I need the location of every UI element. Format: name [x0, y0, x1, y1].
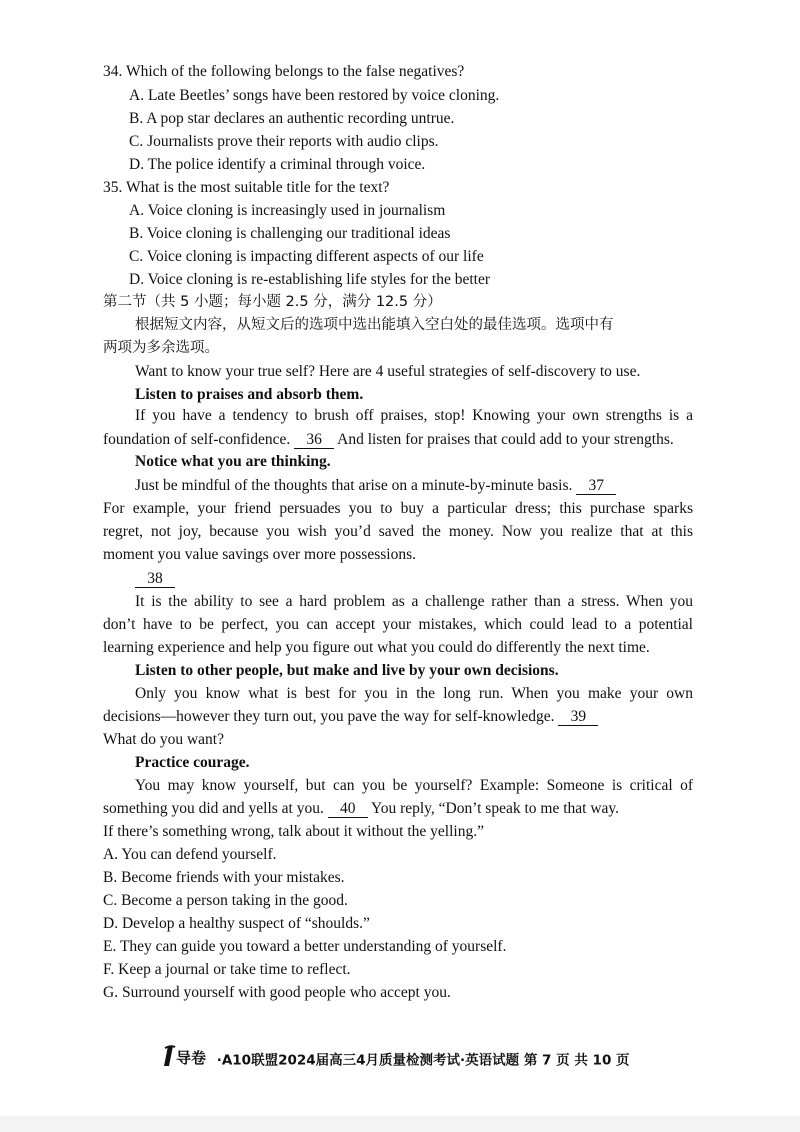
- paragraph5-line2: [103, 799, 619, 819]
- paragraph4-line3: What do you want?: [103, 731, 224, 748]
- q35-option-d: D. Voice cloning is re-establishing life styles for the better: [129, 271, 491, 288]
- passage-intro: Want to know your true self? Here are 4 useful strategies of self-discovery to use.: [135, 363, 641, 380]
- publisher-logo-icon: [162, 1044, 210, 1068]
- paragraph2-text-a: Just be mindful of the thoughts that arise on a minute-by-minute basis.: [135, 477, 573, 494]
- paragraph1-text-b: And listen for praises that could add to your strengths.: [337, 431, 674, 448]
- q34-option-b: B. A pop star declares an authentic recording untrue.: [129, 110, 455, 127]
- q35-option-a: A. Voice cloning is increasingly used in journalism: [129, 202, 446, 219]
- paragraph1-line2: [103, 430, 674, 450]
- choice-f: F. Keep a journal or take time to reflect.: [103, 961, 351, 978]
- q34-stem: 34. Which of the following belongs to the false negatives?: [103, 63, 465, 80]
- heading-notice-thinking: Notice what you are thinking.: [135, 453, 331, 470]
- choice-c: C. Become a person taking in the good.: [103, 892, 348, 909]
- section2-instruction-line1: 根据短文内容，从短文后的选项中选出能填入空白处的最佳选项。选项中有: [135, 317, 614, 333]
- q34-option-a: A. Late Beetles’ songs have been restored by voice cloning.: [129, 87, 500, 104]
- choice-e: E. They can guide you toward a better understanding of yourself.: [103, 938, 507, 955]
- paragraph2-line1: [135, 476, 616, 496]
- paragraph4-line1: Only you know what is best for you in the long run. When you make your own: [135, 685, 693, 702]
- paragraph2-line2: For example, your friend persuades you to buy a particular dress; this purchase sparks: [103, 500, 693, 517]
- paragraph2-line3: regret, not joy, because you wish you’d saved the money. Now you realize that at this: [103, 523, 693, 540]
- publisher-logo: [162, 1044, 210, 1077]
- paragraph1-text-a: foundation of self-confidence.: [103, 431, 291, 448]
- paragraph5-line3: If there’s something wrong, talk about it without the yelling.”: [103, 823, 484, 840]
- footer-text: ·A10联盟2024届高三4月质量检测考试·英语试题 第 7 页 共 10 页: [216, 1052, 630, 1069]
- q34-option-c: C. Journalists prove their reports with audio clips.: [129, 133, 439, 150]
- paragraph3-line3: learning experience and help you figure out what you could do differently the next time.: [103, 639, 650, 656]
- q35-stem: 35. What is the most suitable title for the text?: [103, 179, 390, 196]
- q35-option-b: B. Voice cloning is challenging our traditional ideas: [129, 225, 451, 242]
- paragraph4-line2: [103, 707, 598, 727]
- heading-own-decisions: Listen to other people, but make and live by your own decisions.: [135, 662, 559, 679]
- paragraph5-text-a: something you did and yells at you.: [103, 800, 324, 817]
- section2-heading: 第二节（共 5 小题；每小题 2.5 分，满分 12.5 分）: [103, 294, 442, 310]
- choice-a: A. You can defend yourself.: [103, 846, 277, 863]
- q34-option-d: D. The police identify a criminal through voice.: [129, 156, 426, 173]
- paragraph5-text-b: You reply, “Don’t speak to me that way.: [371, 800, 620, 817]
- heading-listen-to-praises: Listen to praises and absorb them.: [135, 386, 364, 403]
- paragraph5-line1: You may know yourself, but can you be yourself? Example: Someone is critical of: [135, 777, 693, 794]
- q35-option-c: C. Voice cloning is impacting different aspects of our life: [129, 248, 484, 265]
- blank-37: 37: [576, 477, 616, 495]
- choice-g: G. Surround yourself with good people who accept you.: [103, 984, 451, 1001]
- blank-38-line: [135, 569, 175, 589]
- paragraph1-line1: If you have a tendency to brush off praises, stop! Knowing your own strengths is a: [135, 407, 693, 424]
- scan-bottom-edge: [0, 1116, 800, 1132]
- paragraph4-text-a: decisions—however they turn out, you pave the way for self-knowledge.: [103, 708, 555, 725]
- heading-practice-courage: Practice courage.: [135, 754, 250, 771]
- section2-instruction-line2: 两项为多余选项。: [103, 340, 219, 356]
- choice-b: B. Become friends with your mistakes.: [103, 869, 345, 886]
- blank-40: 40: [328, 800, 368, 818]
- blank-39: 39: [558, 708, 598, 726]
- paragraph3-line1: It is the ability to see a hard problem as a challenge rather than a stress. When you: [135, 593, 693, 610]
- blank-38: 38: [135, 570, 175, 588]
- choice-d: D. Develop a healthy suspect of “shoulds.”: [103, 915, 370, 932]
- page-footer: [162, 1044, 630, 1070]
- paragraph2-line4: moment you value savings over more possessions.: [103, 546, 416, 563]
- paragraph3-line2: don’t have to be perfect, you can accept your mistakes, which could lead to a potential: [103, 616, 693, 633]
- publisher-logo-text: 导卷: [176, 1049, 207, 1067]
- blank-36: 36: [294, 431, 334, 449]
